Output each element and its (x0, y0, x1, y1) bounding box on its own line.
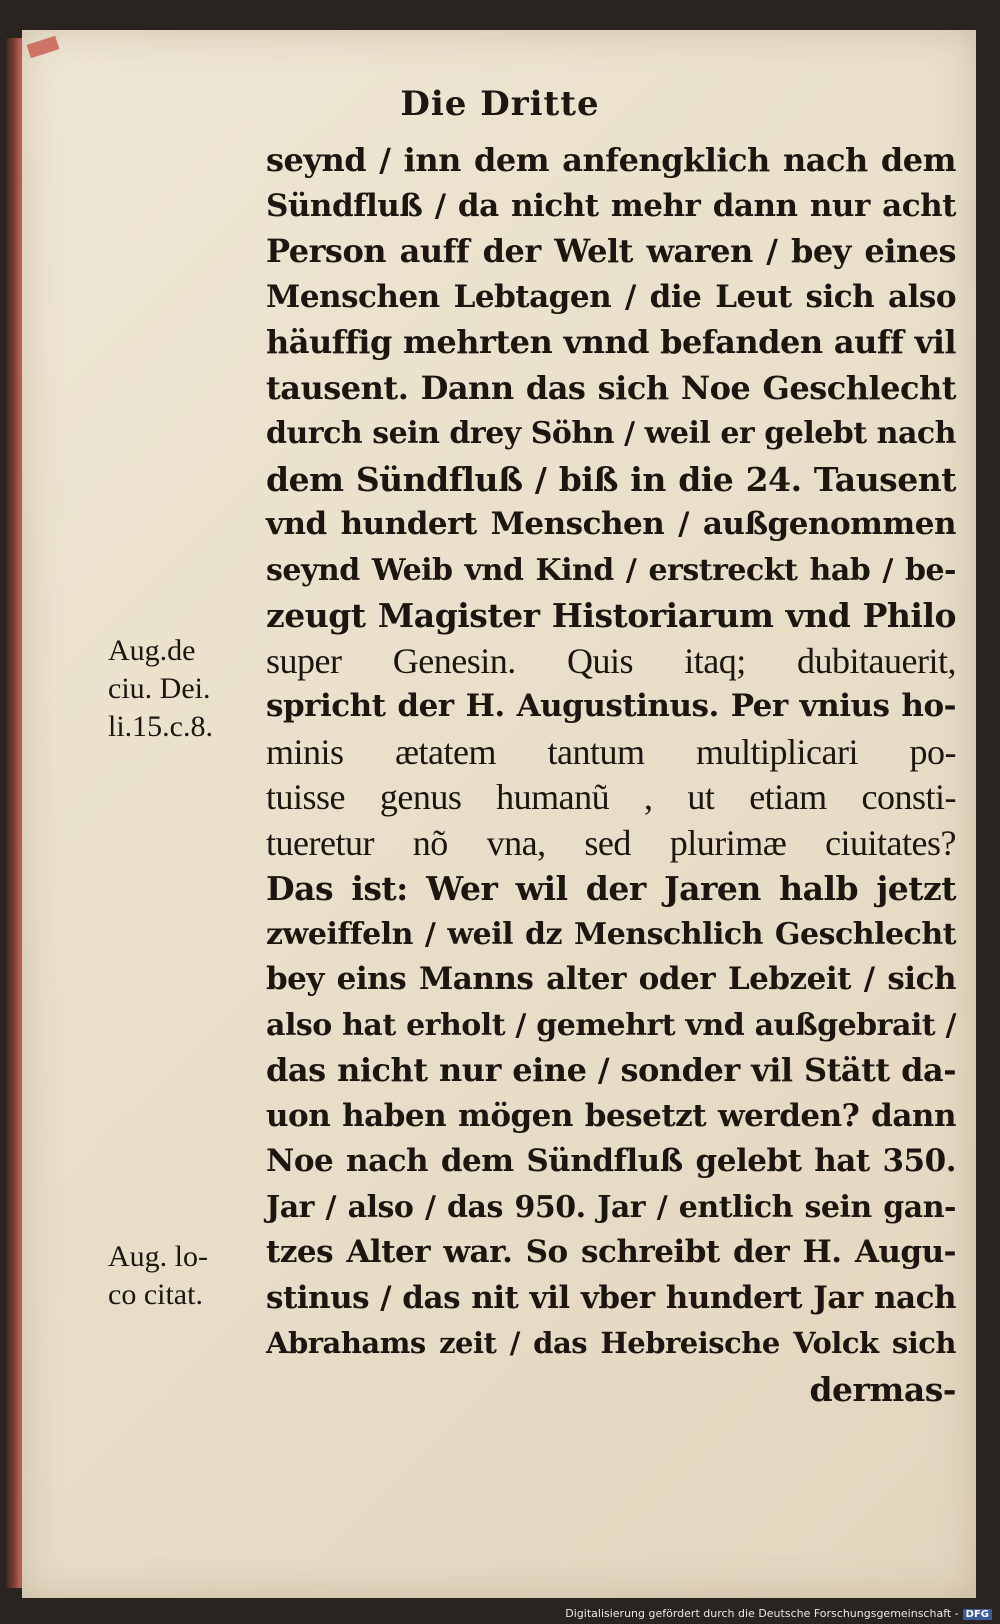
digitization-footer (565, 1607, 992, 1620)
marginal-note (108, 632, 258, 746)
text-line: super Genesin. Quis itaq; dubitauerit, (266, 640, 956, 681)
marginal-line: co citat. (108, 1278, 203, 1311)
dfg-logo: DFG (963, 1609, 992, 1620)
text-line: zweiffeln / weil dz Menschlich Geschlecht (266, 916, 956, 952)
text-line: stinus / das nit vil vber hundert Jar nach (266, 1279, 956, 1316)
text-line: tzes Alter war. So schreibt der H. Augu- (266, 1234, 956, 1270)
text-line: Sündfluß / da nicht mehr dann nur acht (266, 187, 956, 224)
text-line: seynd Weib vnd Kind / erstreckt hab / be- (266, 552, 956, 588)
text-line: tausent. Dann das sich Noe Geschlecht (266, 368, 956, 407)
text-line: dem Sündfluß / biß in die 24. Tausent (266, 459, 956, 499)
running-head: Die Dritte (400, 84, 600, 124)
text-line: dermas- (809, 1369, 956, 1409)
text-line: vnd hundert Menschen / außgenommen (266, 506, 956, 542)
footer-text: Digitalisierung gefördert durch die Deutsche Forschungsgemeinschaft - (565, 1607, 959, 1620)
text-line: durch sein drey Söhn / weil er gelebt nach (266, 416, 956, 451)
text-line: minis ætatem tantum multiplicari po- (266, 731, 956, 772)
marginal-line: ciu. Dei. (108, 672, 211, 705)
text-line: uon haben mögen besetzt werden? dann (266, 1097, 956, 1134)
text-line: Das ist: Wer wil der Jaren halb jetzt (266, 869, 956, 908)
text-line: das nicht nur eine / sonder vil Stätt da- (266, 1051, 956, 1089)
text-line: tueretur nõ vna, sed plurimæ ciuitates? (266, 822, 956, 863)
text-line: Abrahams zeit / das Hebreische Volck sich (266, 1326, 956, 1360)
text-line: Person auff der Welt waren / bey eines (266, 232, 956, 270)
text-line: häuffig mehrten vnnd befanden auff vil (266, 323, 956, 361)
marginal-line: Aug.de (108, 634, 196, 667)
text-line: seynd / inn dem anfengklich nach dem (266, 141, 956, 179)
text-line: zeugt Magister Historiarum vnd Philo (266, 596, 956, 635)
text-line: Noe nach dem Sündfluß gelebt hat 350. (266, 1143, 956, 1179)
marginal-line: li.15.c.8. (108, 710, 213, 743)
text-line: spricht der H. Augustinus. Per vnius ho- (266, 688, 956, 724)
marginal-note (108, 1238, 258, 1314)
body-text (266, 138, 956, 1412)
text-line: Menschen Lebtagen / die Leut sich also (266, 278, 956, 315)
text-line: tuisse genus humanũ , ut etiam consti- (266, 777, 956, 817)
marginal-line: Aug. lo- (108, 1240, 208, 1273)
text-line: also hat erholt / gemehrt vnd außgebrait / (266, 1007, 956, 1043)
text-line: bey eins Manns alter oder Lebzeit / sich (266, 961, 956, 997)
text-line: Jar / also / das 950. Jar / entlich sein gan- (266, 1189, 956, 1225)
